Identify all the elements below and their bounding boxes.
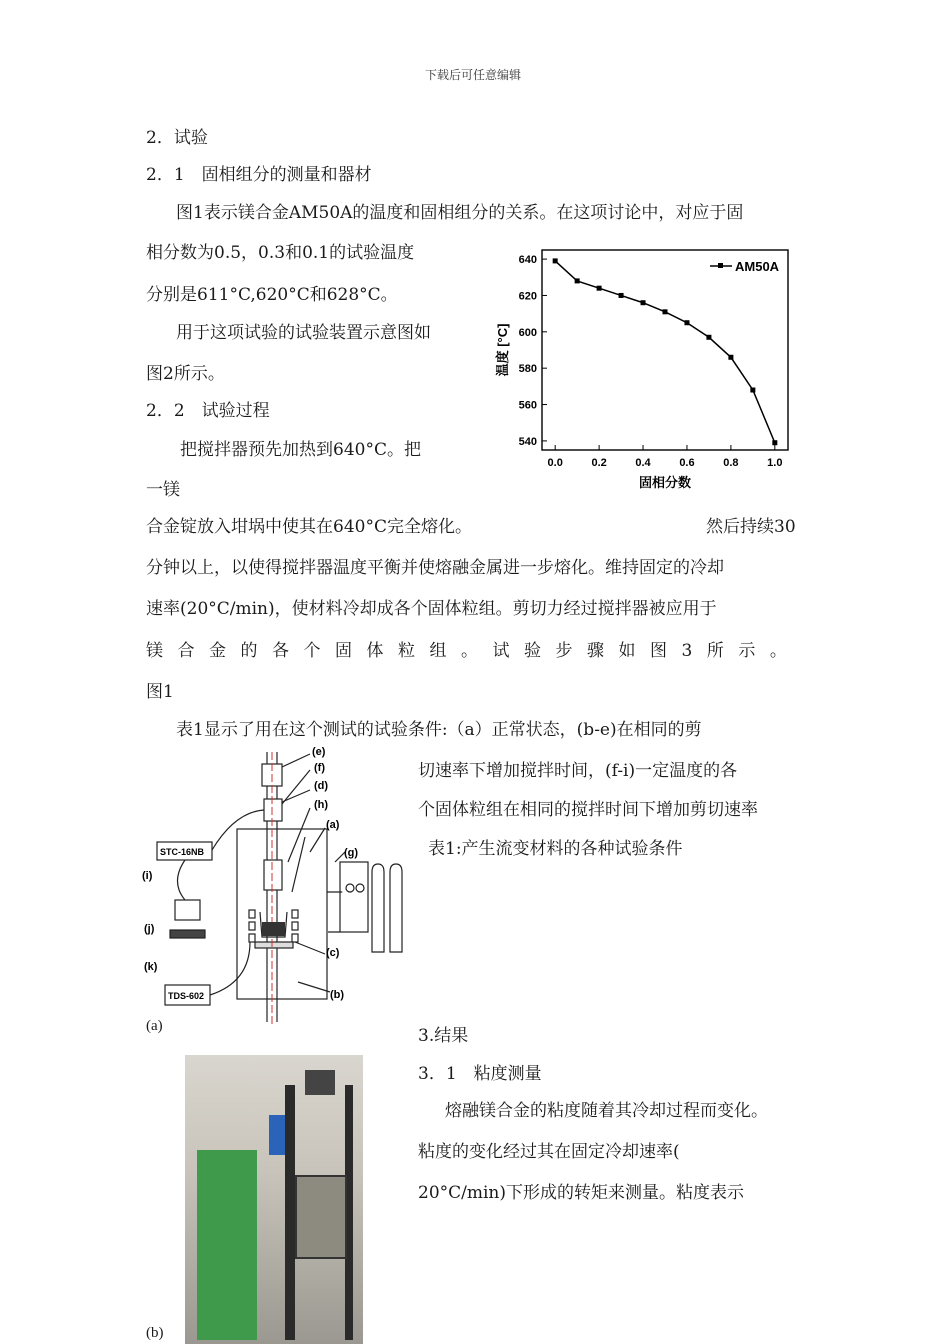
figure2a-schematic — [140, 742, 420, 1042]
gas-controller — [340, 862, 368, 932]
paragraph-line: 熔融镁合金的粘度随着其冷却过程而变化。 — [445, 1101, 768, 1121]
chart-y-label: 温度 [°C] — [495, 323, 510, 377]
chart-y-tick-label: 580 — [518, 363, 537, 376]
figure2b-photo — [185, 1055, 363, 1344]
section-heading: 3.结果 — [418, 1026, 469, 1046]
chart-data-point — [750, 388, 755, 393]
label-e: (e) — [312, 746, 326, 758]
photo-motor — [305, 1070, 335, 1095]
table-caption: 表1:产生流变材料的各种试验条件 — [428, 839, 683, 859]
wire-computer — [178, 860, 186, 900]
label-b: (b) — [330, 989, 345, 1001]
paragraph-line: 用于这项试验的试验装置示意图如 — [176, 323, 431, 343]
label-i: (i) — [142, 870, 153, 882]
motor-block-mid — [264, 799, 282, 821]
paragraph-line: 一镁 — [146, 480, 180, 500]
chart-series-line — [555, 261, 775, 443]
wire-stc — [212, 810, 264, 850]
stc-label: STC-16NB — [160, 847, 205, 857]
chart-x-tick-label: 0.6 — [679, 457, 695, 469]
chart-data-point — [663, 309, 668, 314]
figure2-panel-a-label: (a) — [146, 1018, 163, 1034]
paragraph-line: 个固体粒组在相同的搅拌时间下增加剪切速率 — [418, 800, 758, 820]
legend-label: AM50A — [735, 259, 780, 274]
chart-data-point — [641, 300, 646, 305]
wire-tds — [210, 942, 250, 995]
chart-data-point — [728, 355, 733, 360]
paragraph-line: 分别是611°C,620°C和628°C。 — [146, 285, 398, 305]
chart-data-point — [772, 440, 777, 445]
photo-green-cabinet — [197, 1150, 257, 1340]
paragraph-line: 图2所示。 — [146, 364, 225, 384]
chart-data-point — [619, 293, 624, 298]
paragraph-line: 粘度的变化经过其在固定冷却速率( — [418, 1142, 680, 1162]
computer-base — [170, 930, 205, 938]
chart-data-point — [684, 320, 689, 325]
page-header: 下载后可任意编辑 — [425, 68, 522, 82]
paragraph-line: 图1表示镁合金AM50A的温度和固相组分的关系。在这项讨论中，对应于固 — [176, 203, 744, 223]
chart-y-tick-label: 540 — [518, 435, 537, 448]
figure1-chart — [492, 236, 802, 496]
heater-coils-right — [292, 910, 298, 942]
photo-furnace-window — [295, 1175, 347, 1259]
paragraph-line: 相分数为0.5，0.3和0.1的试验温度 — [146, 243, 415, 263]
chart-x-tick-label: 0.4 — [635, 457, 651, 469]
chart-y-tick-label: 600 — [518, 326, 537, 339]
paragraph-line: 20°C/min)下形成的转矩来测量。粘度表示 — [418, 1183, 745, 1203]
coupling-block — [264, 860, 282, 890]
paragraph-line: 图1 — [146, 682, 174, 702]
molten-metal — [262, 922, 285, 936]
paragraph-line: 把搅拌器预先加热到640°C。把 — [180, 440, 421, 460]
paragraph-line: 表1显示了用在这个测试的试验条件:（a）正常状态，(b-e)在相同的剪 — [176, 720, 702, 740]
label-g: (g) — [344, 847, 359, 859]
chart-data-point — [706, 335, 711, 340]
chart-x-tick-label: 0.0 — [547, 457, 563, 469]
chart-x-tick-label: 1.0 — [767, 457, 783, 469]
chart-x-tick-label: 0.2 — [591, 457, 607, 469]
section-heading: 2．试验 — [146, 128, 208, 148]
paragraph-line: 合金锭放入坩埚中使其在640°C完全熔化。 — [146, 517, 472, 537]
paragraph-line: 分钟以上，以使得搅拌器温度平衡并使熔融金属进一步熔化。维持固定的冷却 — [146, 558, 724, 578]
label-d: (d) — [314, 780, 329, 792]
chart-x-label: 固相分数 — [638, 475, 692, 490]
chart-x-axis — [548, 445, 783, 469]
subsection-heading: 2．2 试验过程 — [146, 401, 270, 421]
photo-frame-post — [285, 1085, 295, 1340]
label-j: (j) — [144, 923, 155, 935]
paragraph-line: 镁合金的各个固体粒组。试验步骤如图3所示。 — [146, 641, 802, 661]
legend-marker — [718, 263, 723, 268]
figure2-panel-b-label: (b) — [146, 1325, 164, 1341]
thermocouple — [292, 837, 305, 892]
paragraph-line: 切速率下增加搅拌时间，(f-i)一定温度的各 — [418, 761, 738, 781]
furnace-body — [237, 829, 327, 999]
chart-series-points — [553, 258, 778, 445]
chart-x-tick-label: 0.8 — [723, 457, 739, 469]
paragraph-line: 然后持续30 — [706, 517, 796, 537]
gas-cylinder-1 — [372, 864, 384, 952]
label-c: (c) — [326, 947, 340, 959]
subsection-heading: 3．1 粘度测量 — [418, 1064, 542, 1084]
chart-data-point — [575, 278, 580, 283]
chart-y-tick-label: 640 — [518, 254, 537, 267]
chart-y-tick-label: 560 — [518, 399, 537, 412]
chart-data-point — [597, 286, 602, 291]
heater-coils-left — [249, 910, 255, 942]
gas-cylinder-2 — [390, 864, 402, 952]
base-plate — [255, 942, 293, 948]
label-k: (k) — [144, 961, 158, 973]
chart-data-point — [553, 258, 558, 263]
label-f: (f) — [314, 762, 325, 774]
paragraph-line: 速率(20°C/min)，使材料冷却成各个固体粒组。剪切力经过搅拌器被应用于 — [146, 599, 717, 619]
label-a: (a) — [326, 819, 340, 831]
chart-y-tick-label: 620 — [518, 290, 537, 303]
chart-y-axis — [519, 254, 547, 448]
computer-monitor — [175, 900, 200, 920]
subsection-heading: 2．1 固相组分的测量和器材 — [146, 165, 372, 185]
label-h: (h) — [314, 799, 329, 811]
tds-label: TDS-602 — [168, 991, 205, 1001]
chart-legend — [710, 259, 780, 274]
